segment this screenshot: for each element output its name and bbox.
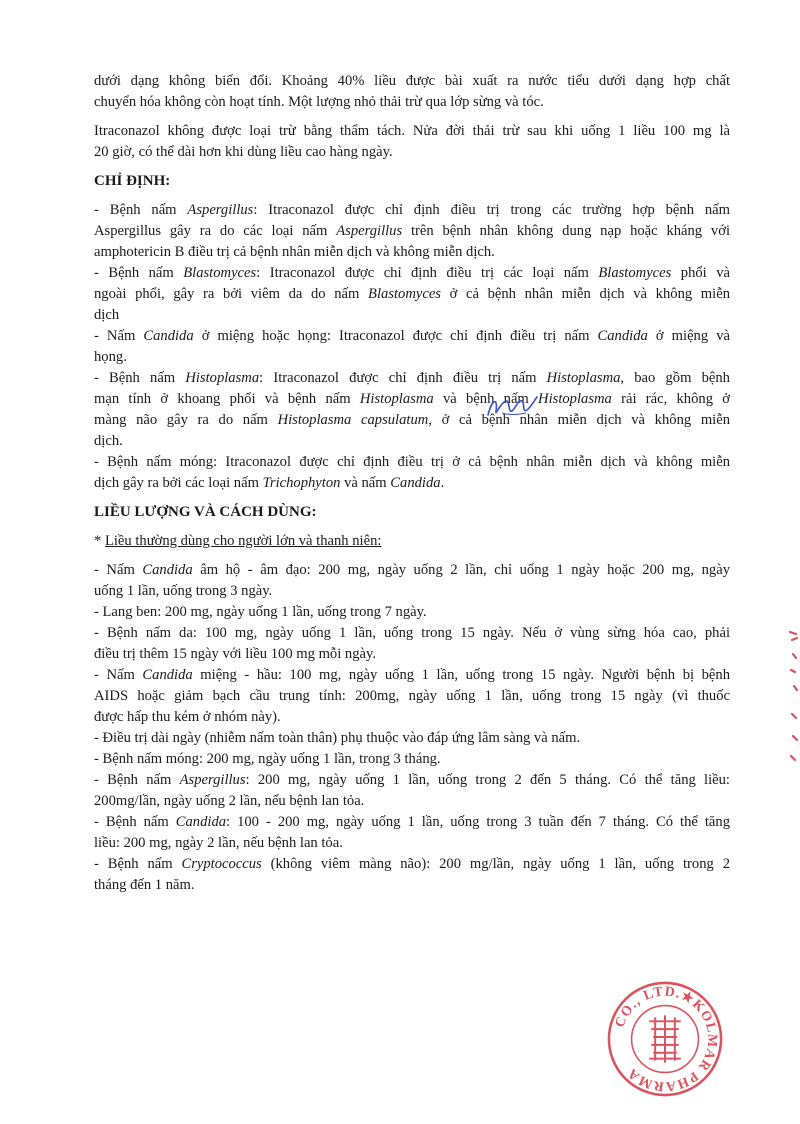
- text-line: AIDS hoặc giảm bạch cầu trung tính: 200mg, ngày uống 1 lần, uống trong 15 ngày (vì thuốc: [94, 688, 730, 704]
- margin-seal-marks-icon: [784, 628, 800, 768]
- indication-item-nail-fungus: [94, 452, 730, 494]
- dosage-item-candida: [94, 812, 730, 854]
- dosage-item-skin-fungus: [94, 623, 730, 665]
- text-line: liều: 200 mg, ngày 2 lần, nếu bệnh lan tỏa.: [94, 835, 343, 851]
- dosage-item-vaginal-candida: [94, 560, 730, 602]
- text-line: - Nấm Candida miệng - hầu: 100 mg, ngày uống 1 lần, uống trong 15 ngày. Người bệnh bị bệnh: [94, 667, 731, 683]
- text-line: Itraconazol không được loại trừ bằng thẩm tách. Nửa đời thải trừ sau khi uống 1 liều 100 mg là: [94, 123, 730, 139]
- text-line: - Điều trị dài ngày (nhiễm nấm toàn thân) phụ thuộc vào đáp ứng lâm sàng và nấm.: [94, 730, 581, 746]
- dosage-item-long-term: [94, 728, 730, 749]
- text-line: amphotericin B điều trị cả bệnh nhân miễn dịch và không miễn dịch.: [94, 244, 495, 260]
- text-line: màng não gây ra do nấm Histoplasma capsulatum, ở cả bệnh nhân miễn dịch và không miễn: [94, 412, 730, 428]
- dosage-item-oral-candida: [94, 665, 730, 728]
- text-line: ngoài phổi, gây ra bởi viêm da do nấm Blastomyces ở cả bệnh nhân miễn dịch và không miễn: [94, 286, 730, 302]
- text-line: - Bệnh nấm da: 100 mg, ngày uống 1 lần, uống trong 15 ngày. Nếu ở vùng sừng hóa cao, phải: [94, 625, 730, 641]
- document-body: [94, 71, 730, 896]
- text-line: uống 1 lần, uống trong 3 ngày.: [94, 583, 273, 599]
- text-line: chuyển hóa không còn hoạt tính. Một lượng nhỏ thải trừ qua lớp sừng và tóc.: [94, 94, 544, 110]
- section-heading-dosage: LIỀU LƯỢNG VÀ CÁCH DÙNG:: [94, 504, 317, 520]
- text-line: mạn tính ở khoang phổi và bệnh nấm Histoplasma và bệnh nấm Histoplasma rải rác, không ở: [94, 391, 730, 407]
- text-line: tháng đến 1 năm.: [94, 877, 195, 893]
- text-line: được hấp thu kém ở nhóm này).: [94, 709, 281, 725]
- indication-item-blastomyces: [94, 263, 730, 326]
- text-line: - Bệnh nấm Blastomyces: Itraconazol được chỉ định điều trị các loại nấm Blastomyces phổi và: [94, 265, 730, 281]
- paragraph-excretion: [94, 71, 730, 113]
- indication-item-histoplasma: [94, 368, 730, 452]
- dosage-item-tinea-versicolor: [94, 602, 730, 623]
- text-line: - Bệnh nấm móng: 200 mg, ngày uống 1 lần, trong 3 tháng.: [94, 751, 441, 767]
- dosage-item-cryptococcus: [94, 854, 730, 896]
- text-line: 20 giờ, có thể dài hơn khi dùng liều cao hàng ngày.: [94, 144, 393, 160]
- text-line: - Lang ben: 200 mg, ngày uống 1 lần, uống trong 7 ngày.: [94, 604, 427, 620]
- text-line: họng.: [94, 349, 127, 365]
- text-line: - Bệnh nấm Candida: 100 - 200 mg, ngày uống 1 lần, uống trong 3 tuần đến 7 tháng. Có thể tăng: [94, 814, 730, 830]
- text-line: - Bệnh nấm Aspergillus: 200 mg, ngày uống 1 lần, uống trong 2 đến 5 tháng. Có thể tăng liều:: [94, 772, 730, 788]
- text-line: Aspergillus gây ra do các loại nấm Aspergillus trên bệnh nhân không dung nạp hoặc kháng với: [94, 223, 730, 239]
- dosage-subheading: * Liều thường dùng cho người lớn và thanh niên:: [94, 533, 382, 549]
- text-line: dịch.: [94, 433, 123, 449]
- indication-item-candida: [94, 326, 730, 368]
- company-stamp-icon: [606, 980, 724, 1098]
- section-heading-indications: CHỈ ĐỊNH:: [94, 173, 171, 189]
- text-line: dịch gây ra bởi các loại nấm Trichophyton và nấm Candida.: [94, 475, 445, 491]
- text-line: - Bệnh nấm Aspergillus: Itraconazol được chỉ định điều trị trong các trường hợp bệnh nấm: [94, 202, 730, 218]
- signature-icon: [484, 393, 540, 423]
- text-line: dưới dạng không biến đổi. Khoảng 40% liều được bài xuất ra nước tiểu dưới dạng hợp chất: [94, 73, 730, 89]
- indication-item-aspergillus: [94, 200, 730, 263]
- text-line: 200mg/lần, ngày uống 2 lần, nếu bệnh lan tỏa.: [94, 793, 365, 809]
- text-line: - Bệnh nấm Cryptococcus (không viêm màng não): 200 mg/lần, ngày uống 1 lần, uống trong 2: [94, 856, 730, 872]
- paragraph-dialysis: [94, 121, 730, 163]
- text-line: điều trị thêm 15 ngày với liều 100 mg mỗi ngày.: [94, 646, 376, 662]
- text-line: - Nấm Candida âm hộ - âm đạo: 200 mg, ngày uống 2 lần, chỉ uống 1 ngày hoặc 200 mg, ngày: [94, 562, 730, 578]
- dosage-item-nail-fungus: [94, 749, 730, 770]
- text-line: - Bệnh nấm móng: Itraconazol được chỉ định điều trị ở cả bệnh nhân miễn dịch và không miễn: [94, 454, 730, 470]
- text-line: - Nấm Candida ở miệng hoặc họng: Itraconazol được chỉ định điều trị nấm Candida ở miệng và: [94, 328, 730, 344]
- text-line: dịch: [94, 307, 120, 323]
- dosage-item-aspergillus: [94, 770, 730, 812]
- text-line: - Bệnh nấm Histoplasma: Itraconazol được chỉ định điều trị nấm Histoplasma, bao gồm bệnh: [94, 370, 730, 386]
- svg-text:CO., LTD.★KOLMAR PHARMA: CO., LTD.★KOLMAR PHARMA: [611, 983, 721, 1095]
